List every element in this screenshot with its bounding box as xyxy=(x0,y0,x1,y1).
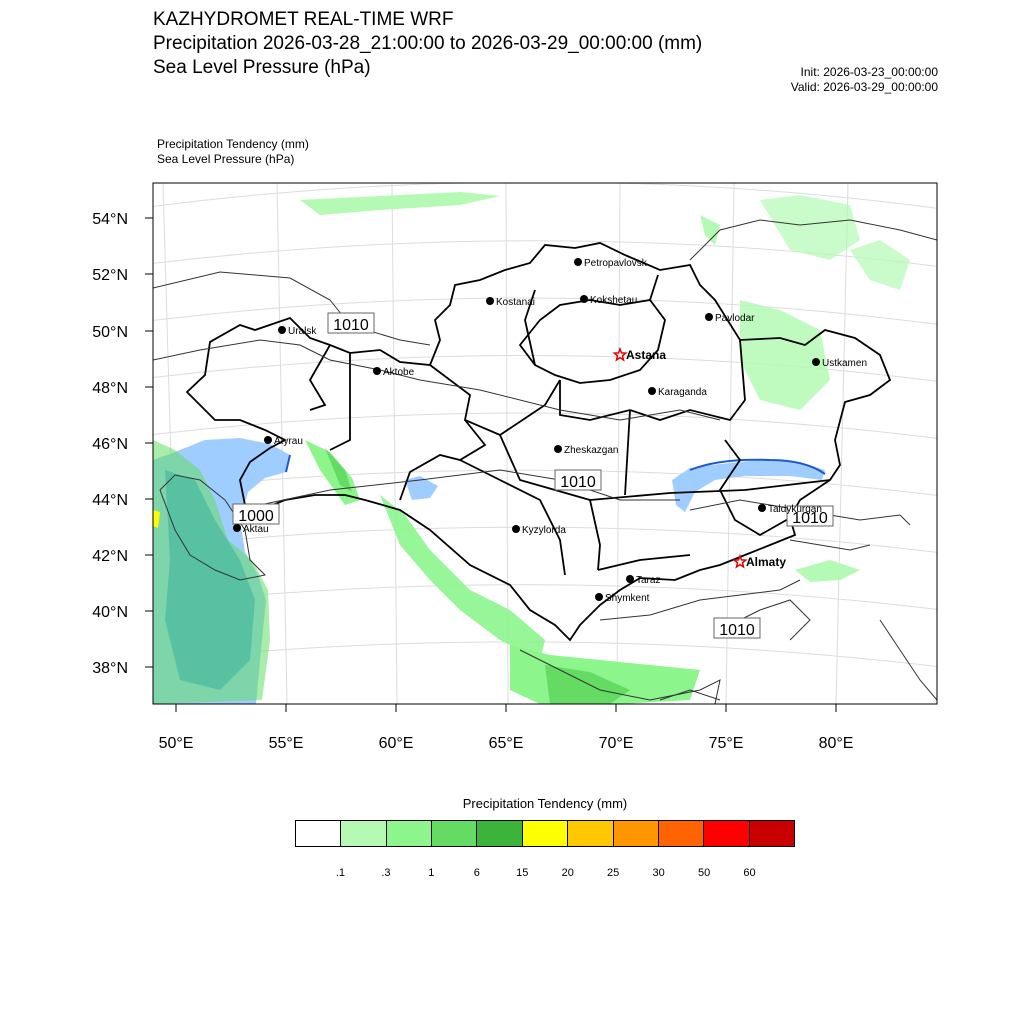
latitude-axis xyxy=(92,211,153,677)
city-label: Ustkamen xyxy=(822,358,868,369)
colorbar-bin xyxy=(614,821,659,846)
lon-label: 80°E xyxy=(818,735,854,752)
colorbar-label: 30 xyxy=(652,867,665,879)
colorbar-label: 15 xyxy=(516,867,529,879)
city-dot-icon xyxy=(554,445,562,453)
plot-subtitle-precip: Precipitation Tendency (mm) xyxy=(157,137,309,151)
city-taldykurgan xyxy=(758,504,822,515)
city-label: Kyzylorda xyxy=(522,525,566,536)
city-dot-icon xyxy=(278,326,286,334)
isobar-label: 1010 xyxy=(719,622,755,639)
colorbar-bin xyxy=(523,821,568,846)
city-label: Zheskazgan xyxy=(564,445,619,456)
colorbar-label: .3 xyxy=(381,867,391,879)
city-aktobe xyxy=(373,367,415,378)
lon-label: 75°E xyxy=(708,735,744,752)
colorbar-bin xyxy=(432,821,477,846)
lat-label: 46°N xyxy=(92,436,128,453)
longitude-axis xyxy=(159,704,854,752)
colorbar-bin xyxy=(387,821,432,846)
colorbar-bin xyxy=(704,821,749,846)
city-dot-icon xyxy=(595,593,603,601)
city-dot-icon xyxy=(486,297,494,305)
city-karaganda xyxy=(648,387,707,398)
colorbar-bin xyxy=(568,821,613,846)
colorbar-bin xyxy=(750,821,794,846)
colorbar-label: 1 xyxy=(428,867,435,879)
city-label: Aktau xyxy=(243,524,269,535)
city-dot-icon xyxy=(373,367,381,375)
isobar-label: 1010 xyxy=(333,317,369,334)
lon-label: 55°E xyxy=(268,735,304,752)
city-dot-icon xyxy=(758,504,766,512)
city-label: Kokshetau xyxy=(590,295,638,306)
city-taraz xyxy=(626,575,660,586)
colorbar-bin xyxy=(341,821,386,846)
lat-label: 50°N xyxy=(92,324,128,341)
city-label: Kostanai xyxy=(496,297,535,308)
map-frame xyxy=(153,183,937,704)
slp-title: Sea Level Pressure (hPa) xyxy=(153,57,371,78)
lat-label: 48°N xyxy=(92,380,128,397)
plot-subtitle-slp: Sea Level Pressure (hPa) xyxy=(157,152,295,166)
city-pavlodar xyxy=(705,313,755,324)
colorbar-bin xyxy=(296,821,341,846)
capital-star-icon xyxy=(614,349,625,360)
map-field xyxy=(140,182,950,704)
isobar-label: 1000 xyxy=(238,508,274,525)
city-label: Taraz xyxy=(636,575,661,586)
city-zheskazgan xyxy=(554,445,618,456)
colorbar xyxy=(295,820,795,847)
colorbar-label: .1 xyxy=(335,867,346,879)
city-dot-icon xyxy=(264,436,272,444)
lon-label: 70°E xyxy=(598,735,634,752)
city-dot-icon xyxy=(233,524,241,532)
lon-label: 60°E xyxy=(378,735,414,752)
precip-period-title: Precipitation 2026-03-28_21:00:00 to 2026-03-29_00:00:00 (mm) xyxy=(153,33,703,54)
valid-time: Valid: 2026-03-29_00:00:00 xyxy=(790,80,938,94)
lon-label: 65°E xyxy=(488,735,524,752)
colorbar-label: 20 xyxy=(561,867,574,879)
city-dot-icon xyxy=(812,358,820,366)
city-dot-icon xyxy=(580,295,588,303)
colorbar-label: 6 xyxy=(473,867,480,879)
city-dot-icon xyxy=(705,313,713,321)
city-label: Aktobe xyxy=(383,367,415,378)
city-kyzylorda xyxy=(512,525,566,536)
colorbar-label: 50 xyxy=(697,867,711,879)
city-label: Taldykurgan xyxy=(768,504,822,515)
city-label: Karaganda xyxy=(658,387,707,398)
city-dot-icon xyxy=(648,387,656,395)
city-uralsk xyxy=(278,326,317,337)
city-astana xyxy=(614,348,666,362)
colorbar-bin xyxy=(477,821,522,846)
city-label: Atyrau xyxy=(274,436,303,447)
colorbar-bin xyxy=(659,821,704,846)
lat-label: 40°N xyxy=(92,604,128,621)
lat-label: 42°N xyxy=(92,548,128,565)
lon-label: 50°E xyxy=(158,735,194,752)
city-label: Almaty xyxy=(746,555,787,569)
city-petropavlovsk xyxy=(574,258,648,269)
isobar-label: 1010 xyxy=(560,474,596,491)
colorbar-label: 25 xyxy=(607,867,620,879)
map-title: KAZHYDROMET REAL-TIME WRF xyxy=(153,9,454,30)
isobar-label: 1010 xyxy=(792,510,828,527)
city-label: Astana xyxy=(626,348,667,362)
city-dot-icon xyxy=(512,525,520,533)
lat-label: 38°N xyxy=(92,660,128,677)
city-dot-icon xyxy=(626,575,634,583)
city-dot-icon xyxy=(574,258,582,266)
lat-label: 52°N xyxy=(92,267,128,284)
lat-label: 44°N xyxy=(92,492,128,509)
colorbar-label: 60 xyxy=(743,867,756,879)
city-label: Pavlodar xyxy=(715,313,755,324)
city-label: Petropavlovsk xyxy=(584,258,647,269)
city-label: Shymkent xyxy=(605,593,650,604)
lat-label: 54°N xyxy=(92,211,128,228)
city-label: Uralsk xyxy=(288,326,317,337)
init-time: Init: 2026-03-23_00:00:00 xyxy=(800,65,938,79)
colorbar-title: Precipitation Tendency (mm) xyxy=(462,796,628,811)
